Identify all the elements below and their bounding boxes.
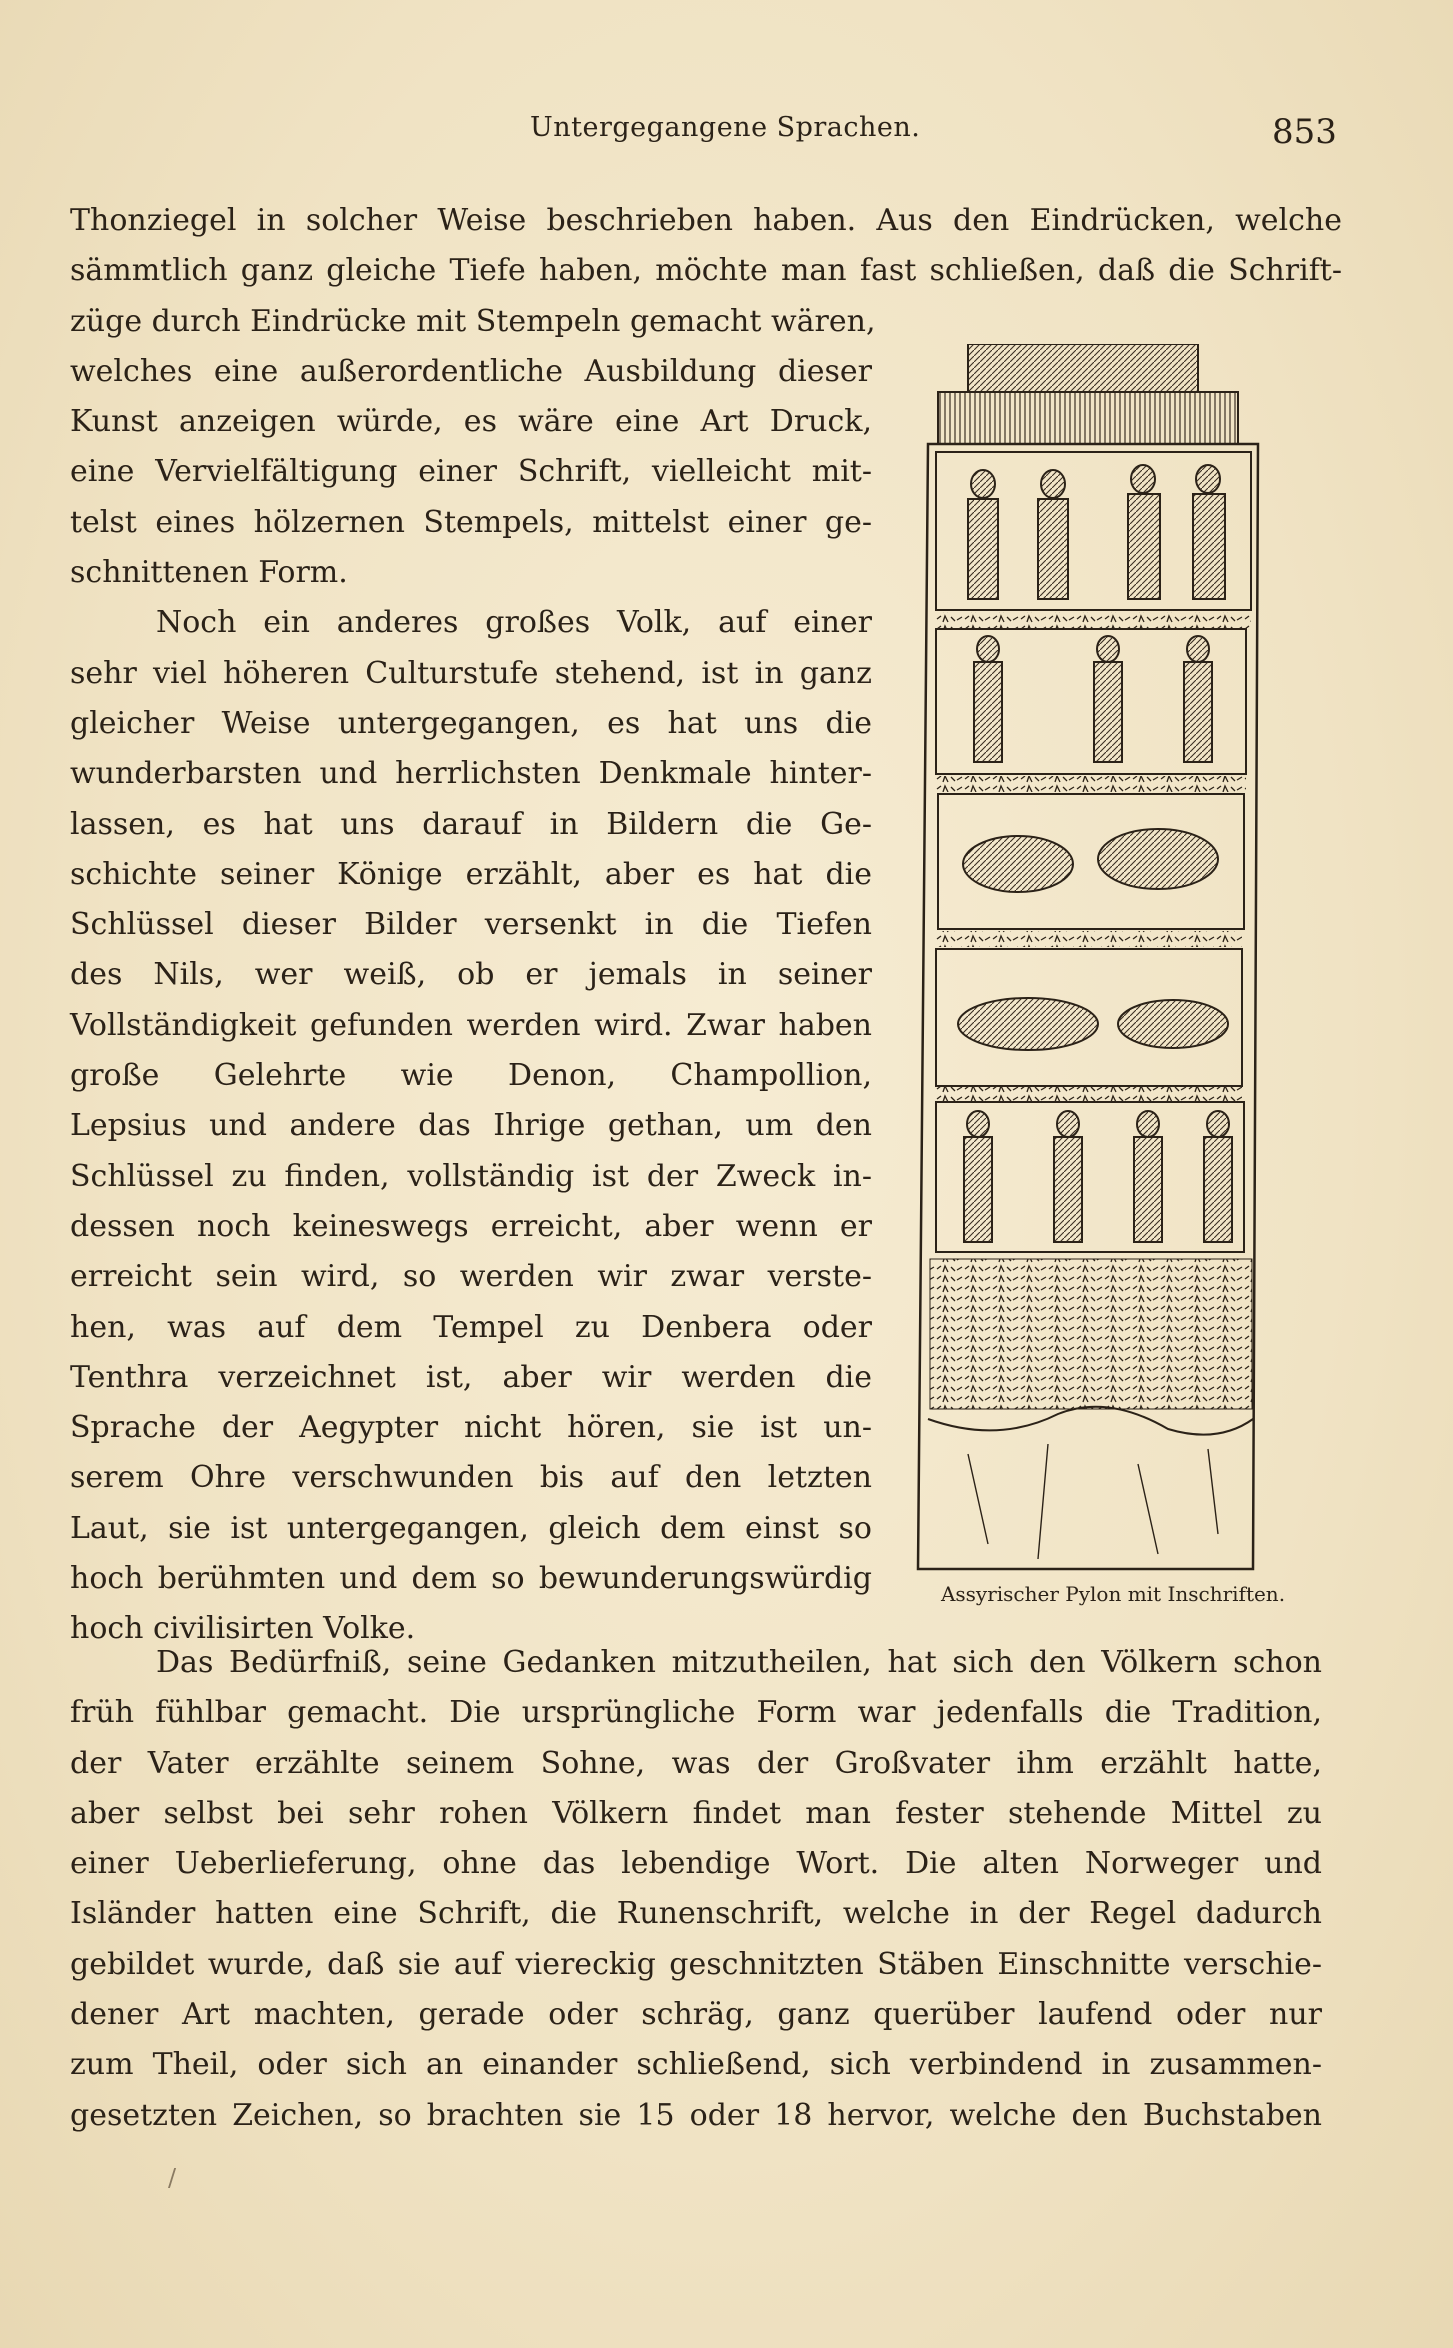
text-line: gebildet wurde, daß sie auf viereckig geschnitzten Stäben Einschnitte verschie- (70, 1946, 1322, 1982)
text-line: Schlüssel zu finden, vollständig ist der Zweck in- (70, 1158, 872, 1194)
text-line: große Gelehrte wie Denon, Champollion, (70, 1058, 872, 1094)
text-line: hoch civilisirten Volke. (70, 1611, 416, 1647)
figure-caption: Assyrischer Pylon mit Inschriften. (940, 1582, 1286, 1606)
text-line: des Nils, wer weiß, ob er jemals in seiner (70, 957, 872, 993)
full-width-text-block (70, 1638, 1322, 2141)
text-line: Schlüssel dieser Bilder versenkt in die Tiefen (70, 907, 872, 943)
text-line: Kunst anzeigen würde, es wäre eine Art Druck, (70, 404, 872, 440)
text-line: einer Ueberlieferung, ohne das lebendige Wort. Die alten Norweger und (70, 1846, 1322, 1882)
text-line: eine Vervielfältigung einer Schrift, vielleicht mit- (70, 454, 872, 490)
text-line: Tenthra verzeichnet ist, aber wir werden die (70, 1359, 872, 1395)
text-line: serem Ohre verschwunden bis auf den letzten (70, 1460, 872, 1496)
text-line: aber selbst bei sehr rohen Völkern findet man fester stehende Mittel zu (70, 1795, 1322, 1831)
text-line: Vollständigkeit gefunden werden wird. Zwar haben (70, 1007, 872, 1043)
text-line: lassen, es hat uns darauf in Bildern die Ge- (70, 806, 872, 842)
text-line: Laut, sie ist untergegangen, gleich dem einst so (70, 1510, 872, 1546)
text-line: der Vater erzählte seinem Sohne, was der Großvater ihm erzählt hatte, (70, 1745, 1322, 1781)
text-line: sämmtlich ganz gleiche Tiefe haben, möchte man fast schließen, daß die Schrift- (70, 253, 1342, 289)
text-line: früh fühlbar gemacht. Die ursprüngliche Form war jedenfalls die Tradition, (70, 1695, 1322, 1731)
text-line: wunderbarsten und herrlichsten Denkmale hinter- (70, 756, 872, 792)
text-line: dener Art machten, gerade oder schräg, ganz querüber laufend oder nur (70, 1997, 1322, 2033)
text-line: Das Bedürfniß, seine Gedanken mitzutheilen, hat sich den Völkern schon (156, 1645, 1322, 1680)
text-line: gleicher Weise untergegangen, es hat uns die (70, 705, 872, 741)
text-line: welches eine außerordentliche Ausbildung dieser (70, 353, 872, 389)
page-number: 853 (1272, 112, 1337, 152)
assyrian-pylon-illustration (908, 344, 1284, 1572)
text-line: Lepsius und andere das Ihrige gethan, um den (70, 1108, 872, 1144)
text-line: Thonziegel in solcher Weise beschrieben haben. Aus den Eindrücken, welche (70, 203, 1342, 238)
pencil-mark: / (168, 2164, 177, 2192)
text-line: zum Theil, oder sich an einander schließend, sich verbindend in zusammen- (70, 2047, 1322, 2083)
text-line: hoch berühmten und dem so bewunderungswürdig (70, 1561, 872, 1597)
text-line: dessen noch keineswegs erreicht, aber wenn er (70, 1208, 872, 1244)
text-line: Noch ein anderes großes Volk, auf einer (156, 605, 872, 641)
text-line: Isländer hatten eine Schrift, die Runenschrift, welche in der Regel dadurch (70, 1896, 1322, 1932)
text-line: züge durch Eindrücke mit Stempeln gemacht wären, (70, 303, 876, 339)
running-header: Untergegangene Sprachen. (530, 112, 921, 143)
text-line: erreicht sein wird, so werden wir zwar verste- (70, 1259, 872, 1295)
text-line: schnittenen Form. (70, 555, 348, 591)
text-line: Sprache der Aegypter nicht hören, sie ist un- (70, 1410, 872, 1446)
text-line: gesetzten Zeichen, so brachten sie 15 oder 18 hervor, welche den Buchstaben (70, 2097, 1322, 2133)
text-line: sehr viel höheren Culturstufe stehend, ist in ganz (70, 655, 872, 691)
text-line: telst eines hölzernen Stempels, mittelst einer ge- (70, 504, 872, 540)
text-line: schichte seiner Könige erzählt, aber es hat die (70, 856, 872, 892)
text-line: hen, was auf dem Tempel zu Denbera oder (70, 1309, 872, 1345)
